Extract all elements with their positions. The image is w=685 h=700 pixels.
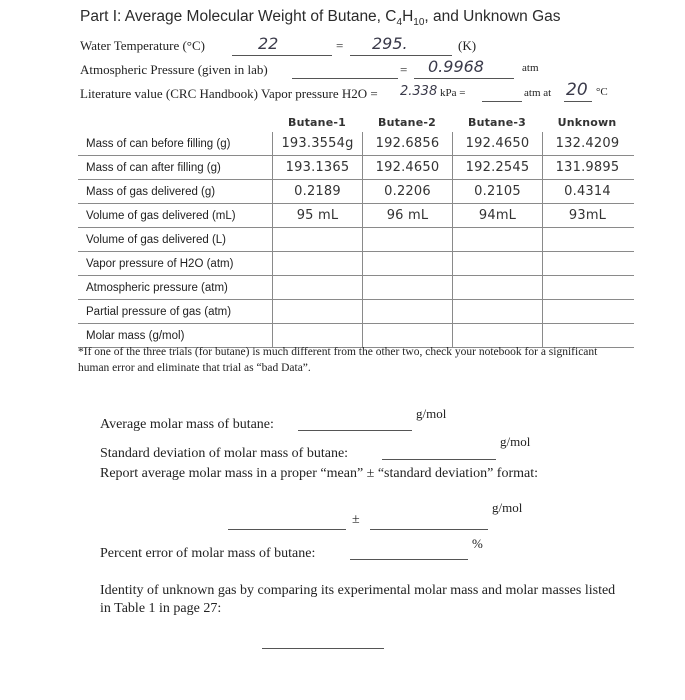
cell[interactable]: 193.3554g [272,132,362,155]
cell[interactable] [272,324,362,347]
row-label: Partial pressure of gas (atm) [86,305,232,318]
percent-error-line[interactable] [350,559,468,560]
cell[interactable] [542,252,632,275]
cell[interactable]: 95 mL [272,204,362,227]
table-row [78,300,634,324]
vapor-pressure-label: Literature value (CRC Handbook) Vapor pressure H2O = [80,86,378,101]
cell[interactable]: 0.2206 [362,180,452,203]
row-label: Molar mass (g/mol) [86,329,185,342]
cell[interactable] [362,324,452,347]
header-unknown: Unknown [557,115,617,129]
cell[interactable] [452,252,542,275]
cell[interactable]: 192.2545 [452,156,542,179]
avg-molar-mass-unit: g/mol [416,406,447,421]
atm-pressure-line-b [414,78,514,79]
page-title: Part I: Average Molecular Weight of Butane, $C_4H_{10}$, and Unknown Gas [80,8,561,29]
percent-unit: % [472,536,483,551]
atm-pressure-line-a [292,78,398,79]
cell[interactable] [272,300,362,323]
atm-pressure-label: Atmospheric Pressure (given in lab) [80,62,268,77]
equals-sign-2: = [400,62,408,77]
cell[interactable] [542,276,632,299]
cell[interactable] [272,276,362,299]
table-row [78,204,634,228]
row-label: Vapor pressure of H2O (atm) [86,257,234,270]
cell[interactable]: 192.4650 [452,132,542,155]
vapor-atm-suffix: atm at [524,87,552,99]
cell[interactable] [362,276,452,299]
vapor-kpa-unit: kPa = [440,87,466,99]
cell[interactable] [362,300,452,323]
header-butane-3: Butane-3 [467,115,526,129]
vapor-temp-value: 20 [566,80,588,100]
header-butane-1: Butane-1 [287,115,346,129]
row-label: Volume of gas delivered (mL) [86,209,236,222]
vapor-atm-line [482,101,522,102]
vapor-temp-line [564,101,592,102]
water-temp-c-value: 22 [258,34,279,53]
avg-molar-mass-label: Average molar mass of butane: [100,417,274,432]
cell[interactable] [452,276,542,299]
identity-answer-line[interactable] [262,648,384,649]
report-sd-line[interactable] [370,529,488,530]
cell[interactable]: 132.4209 [542,132,632,155]
cell[interactable] [542,228,632,251]
percent-error-label: Percent error of molar mass of butane: [100,546,316,561]
cell[interactable]: 96 mL [362,204,452,227]
cell[interactable]: 93mL [542,204,632,227]
sd-line[interactable] [382,459,496,460]
header-empty [78,112,272,132]
note-line-1: *If one of the three trials (for butane) is much different from the other two, check your notebook for a significant [78,346,598,358]
unit-atm: atm [522,62,539,74]
vapor-kpa-value: 2.338 [400,84,438,99]
water-temp-k-line [350,55,452,56]
atm-pressure-value: 0.9968 [428,57,484,76]
header-butane-2: Butane-2 [377,115,436,129]
cell[interactable] [272,228,362,251]
table-row [78,252,634,276]
report-label: Report average molar mass in a proper “mean” ± “standard deviation” format: [100,466,539,481]
row-label: Mass of can after filling (g) [86,161,221,174]
identity-line-1: Identity of unknown gas by comparing its experimental molar mass and molar masses listed [100,583,616,598]
cell[interactable] [272,252,362,275]
cell[interactable]: 0.4314 [542,180,632,203]
table-row [78,156,634,180]
cell[interactable]: 192.6856 [362,132,452,155]
cell[interactable] [542,300,632,323]
sd-unit: g/mol [500,434,531,449]
cell[interactable]: 0.2189 [272,180,362,203]
water-temp-c-line [232,55,332,56]
cell[interactable] [542,324,632,347]
unit-kelvin: (K) [458,38,477,53]
cell[interactable]: 193.1365 [272,156,362,179]
avg-molar-mass-line[interactable] [298,430,412,431]
row-label: Mass of gas delivered (g) [86,185,216,198]
data-table [78,112,634,348]
water-temp-label: Water Temperature (°C) [80,38,205,53]
cell[interactable]: 192.4650 [362,156,452,179]
note-line-2: human error and eliminate that trial as “bad Data”. [78,362,311,374]
cell[interactable] [452,300,542,323]
report-mean-line[interactable] [228,529,346,530]
vapor-temp-unit: °C [596,86,608,98]
row-label: Volume of gas delivered (L) [86,233,226,246]
row-label: Mass of can before filling (g) [86,137,231,150]
row-label: Atmospheric pressure (atm) [86,281,228,294]
identity-line-2: in Table 1 in page 27: [100,601,222,616]
sd-label: Standard deviation of molar mass of butane: [100,446,349,461]
equals-sign: = [336,38,344,53]
cell[interactable]: 0.2105 [452,180,542,203]
plus-minus: ± [352,512,360,527]
report-unit: g/mol [492,500,523,515]
cell[interactable] [362,252,452,275]
cell[interactable]: 131.9895 [542,156,632,179]
table-row [78,276,634,300]
table-row [78,228,634,252]
cell[interactable]: 94mL [452,204,542,227]
table-row [78,132,634,156]
cell[interactable] [452,324,542,347]
cell[interactable] [452,228,542,251]
table-header [78,112,634,132]
water-temp-k-value: 295. [372,34,408,53]
cell[interactable] [362,228,452,251]
table-row [78,180,634,204]
table-row [78,324,634,348]
